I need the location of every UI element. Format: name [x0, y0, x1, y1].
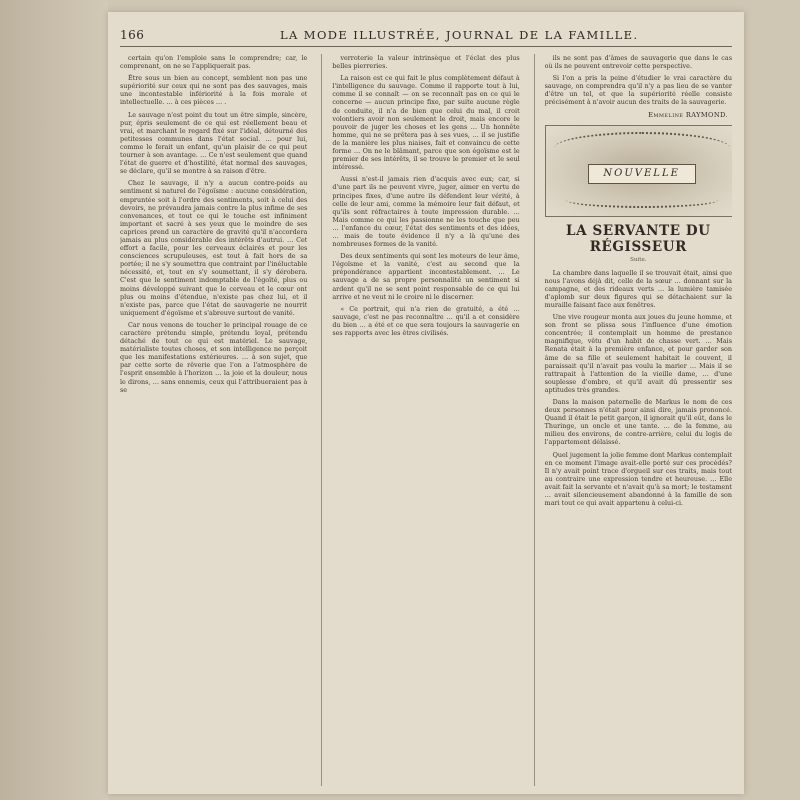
- nouvelle-ornament: [545, 125, 732, 217]
- paragraph: Si l'on a pris la peine d'étudier le vrai caractère du sauvage, on comprendra qu'il n'y a pas lieu de se vanter d'être un tel, et que la supériorité réelle consiste précisément à n'avoir aucun des traits de la sauvagerie.: [544, 74, 732, 107]
- author-signature: Emmeline RAYMOND.: [648, 110, 728, 119]
- column-1: [120, 54, 307, 786]
- paragraph: Une vive rougeur monta aux joues du jeune homme, et son front se plissa sous l'influence d'une émotion concentrée; il contemplait un homme de prestance magnifique, vêtu d'un habit de chasse vert. … Mais Renata était à la première enfance, et pour garder son âme de sa fille et seulement habitait le couvent, il paraissait qu'il n'avait pas voulu la marier … Mais il se rattrapait à l'attention de la vieille dame, … d'une souplesse d'ombre, et qu'il avait dû pressentir ses aptitudes très grandes.: [544, 313, 732, 394]
- page-number: 166: [120, 28, 145, 42]
- column-3: [534, 54, 732, 786]
- flourish-ornament-icon: [554, 132, 730, 164]
- text-columns: [120, 54, 732, 786]
- paragraph: Aussi n'est-il jamais rien d'acquis avec eux; car, si d'une part ils ne peuvent vivre, juger, aimer en vertu de principes fixes, d'une autre ils défendent leur vérité, à celle de leur ami, comme la mémoire leur fait défaut, et qu'ils sont réfractaires à toute impression durable. … Mais comme ce qui les passionne ne les touche que peu … l'enfance du cœur, l'état des sentiments et des idées, … mais de toute évidence il n'y a là qu'une des nombreuses formes de la vanité.: [332, 175, 520, 249]
- paragraph: La chambre dans laquelle il se trouvait était, ainsi que nous l'avons déjà dit, celle de la sœur … donnant sur la campagne, et des rideaux verts … la lumière tamisée d'aplomb sur deux figures qui se détachaient sur la muraille faisant face aux fenêtres.: [544, 268, 732, 309]
- ornament-banner: NOUVELLE: [588, 164, 696, 184]
- paragraph: verroterie la valeur intrinsèque et l'éclat des plus belles pierreries.: [332, 54, 520, 71]
- running-title: LA MODE ILLUSTRÉE, JOURNAL DE LA FAMILLE.: [280, 28, 639, 42]
- column-2: [321, 54, 519, 786]
- paragraph: ils ne sont pas d'âmes de sauvagerie que dans le cas où ils ne peuvent entrevoir cette perspective.: [544, 54, 732, 71]
- paragraph: La raison est ce qui fait le plus complètement défaut à l'intelligence du sauvage. Comme il rapporte tout à lui, comme il se connaît — on se reconnaît pas en ce qui le concerne — aucun principe fixe, par suite aucune règle de conduite, il n'a de bien que celui du mal, il croit volontiers avoir non seulement le droit, mais encore le pouvoir de juger les choses et les gens … Un honnête homme, qui ne se prêtera pas à ses vues, … il se justifie de la manière les plus niaises, fait et convaincu de cette forme … On ne le blâmant, parce que son égoïsme est le premier de ses intérêts, il se trouve le premier et le seul intéressé.: [332, 74, 520, 172]
- book-spine-shadow: [0, 0, 108, 800]
- paragraph: Le sauvage n'est point du tout un être simple, sincère, pur, épris seulement de ce qui est réellement beau et vrai, et marchant le regard fixé sur l'idéal, détourné des petitesses communes dans l'état social. … pour lui, comme le ferait un enfant, qu'un plaisir de ce qui peut tourner à son avantage. … Ce n'est seulement que quand l'état de guerre et d'hostilité, état normal des sauvages, se déclare, qu'il se montre à sa raison d'être.: [120, 110, 308, 176]
- story-title: LA SERVANTE DU RÉGISSEUR: [566, 222, 711, 255]
- page-header: [120, 26, 732, 47]
- paragraph: Quel jugement la jolie femme dont Markus contemplait en ce moment l'image avait-elle porté sur ces procédés? Il n'y avait point trace d'orgueil sur ces traits, mais tout au contraire une expression tendre et heureuse. … Elle avait fait la servante et n'avait qu'à sa mort; le testament … avait silencieusement abandonné à la famille de son mari tout ce qui avait appartenu à celui-ci.: [544, 450, 732, 508]
- paragraph: Chez le sauvage, il n'y a aucun contre-poids au sentiment si naturel de l'égoïsme : aucune considération, empruntée soit à l'ordre des sentiments, soit à celui des devoirs, ne prévaudra jamais contre la plus infime de ses convenances, et tout ce qui le touche est infiniment important et sacré à ses yeux que le moindre de ses caprices prend un caractère de gravité qu'il n'accordera jamais au plus considérable des intérêts d'autrui. … Cet effort a facile, pour les cerveaux éclairés et pour les consciences scrupuleuses, est tout à fait hors de sa portée; il ne s'y soumettra que contraint par l'inéluctable nécessité, et, tout en s'y soumettant, il s'y dérobera. C'est que le sentiment indomptable de l'égoïté, plus ou moins développé suivant que le cerveau et le cœur ont plus ou moins d'étendue, n'existe pas chez lui, et il n'existe pas, parce que l'état de sauvagerie ne nourrit uniquement d'égoïsme et s'abreuve surtout de vanité.: [120, 179, 308, 317]
- paragraph: Dans la maison paternelle de Markus le nom de ces deux personnes n'était pour ainsi dire, jamais prononcé. Quand il était le petit garçon, il ignorait qu'il eût, dans le Thuringe, un oncle et une tante. … de la femme, au milieu des environs, de contre-arrière, celui du logis de l'appartement délaissé.: [544, 397, 732, 447]
- flourish-base-ornament-icon: [566, 192, 718, 208]
- paragraph: Être sous un bien au concept, semblent non pas une supériorité sur ceux qui ne sont pas des sauvages, mais une incontestable infériorité à la fois morale et intellectuelle. … à ces pièces … .: [120, 74, 308, 107]
- journal-page: [108, 12, 744, 794]
- story-subtitle: Suite.: [630, 256, 647, 263]
- paragraph: Des deux sentiments qui sont les moteurs de leur âme, l'égoïsme et la vanité, c'est au second que la prépondérance appartient incontestablement. … Le sauvage a de sa propre personnalité un sentiment si ardent qu'il ne se sent point responsable de ce qui lui arrive et ne veut ni le croire ni le discerner.: [332, 252, 520, 301]
- paragraph: certain qu'on l'emploie sans le comprendre; car, le comprenant, on ne se l'appliquerait pas.: [120, 54, 308, 71]
- paragraph: « Ce portrait, qui n'a rien de gratuité, a été … sauvage, c'est ne pas reconnaître … qu'il a et considère du bien … a été et ce que sera toujours la sauvagerie en ses rapports avec les êtres civilisés.: [332, 304, 520, 337]
- paragraph: Car nous venons de toucher le principal rouage de ce caractère prétendu simple, prétendu loyal, prétendu détaché de tout ce qui est matériel. Le sauvage, matérialiste toutes choses, et son intelligence ne perçoit que les manifestations extérieures. … à son sujet, que par cette sorte de rêverie que l'on a l'atmosphère de l'esprit ensemble à l'horizon … la joie et la douleur, nous le dirons, … sans ennemis, ceux qui l'attribueraient pas à se: [120, 320, 308, 394]
